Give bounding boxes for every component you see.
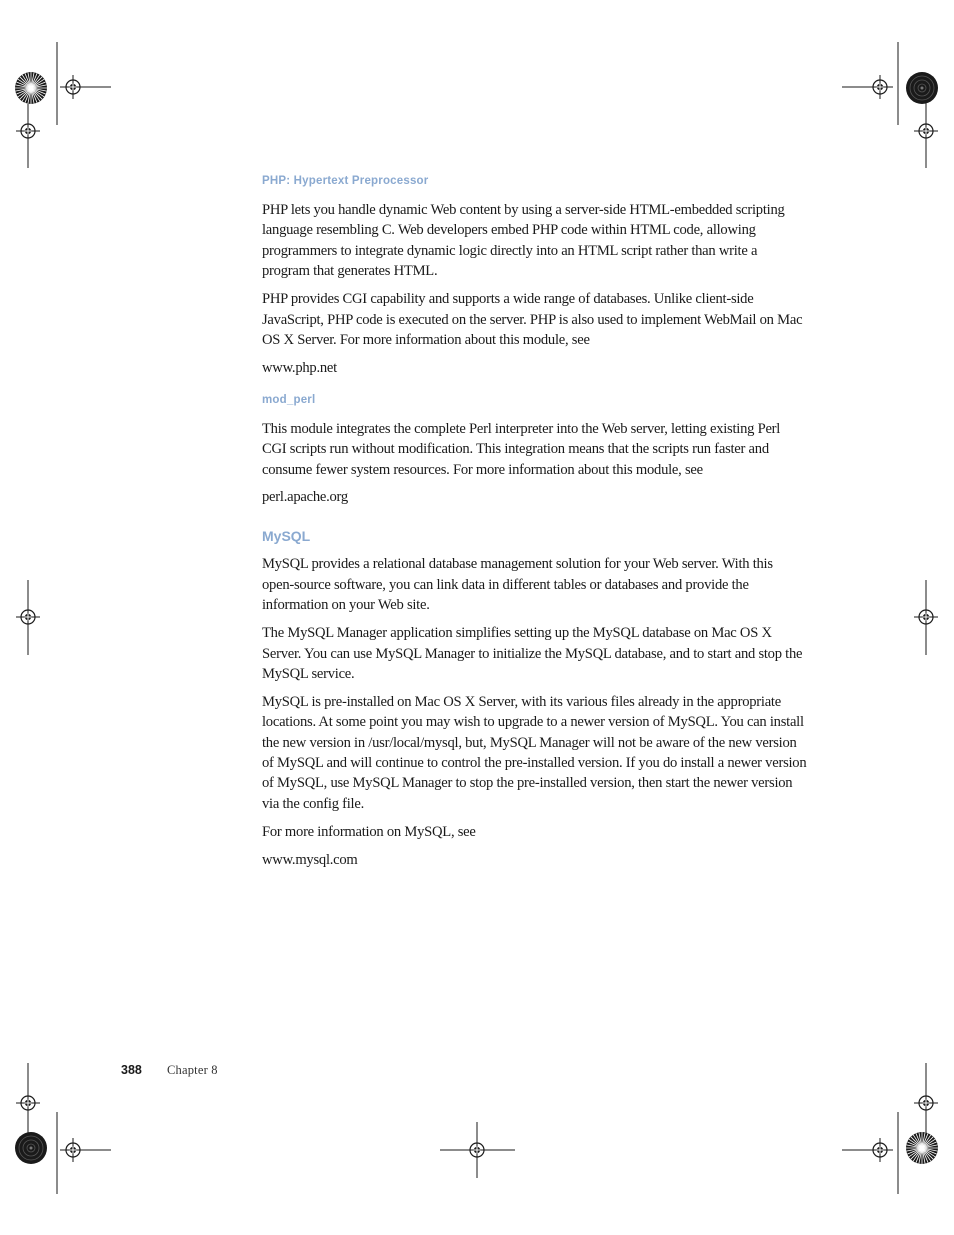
mysql-paragraph-3: MySQL is pre-installed on Mac OS X Server, with its various files already in the appropriate locations. At some point you may wish to upgrade to a newer version of MySQL. You can install the new version in /usr/local/mysql, but, MySQL Manager will not be aware of the new version of MySQL and will continue to control the pre-installed version. If you do install a newer version of MySQL, use MySQL Manager to stop the pre-installed version, then start the newer version via the config file. xyxy=(262,693,807,812)
chapter-label: Chapter 8 xyxy=(167,1063,218,1077)
page-footer xyxy=(121,1063,218,1078)
php-paragraph-2: PHP provides CGI capability and supports a wide range of databases. Unlike client-side JavaScript, PHP code is executed on the server. PHP is also used to implement WebMail on Mac OS X Server. For more information about this module, see xyxy=(262,291,803,348)
heading-php: PHP: Hypertext Preprocessor xyxy=(262,175,429,187)
page-number: 388 xyxy=(121,1063,142,1077)
mysql-paragraph-2: The MySQL Manager application simplifies setting up the MySQL database on Mac OS X Server. You can use MySQL Manager to initialize the MySQL database, and to start and stop the MySQL service. xyxy=(262,625,803,682)
heading-mysql: MySQL xyxy=(262,528,311,545)
main-content xyxy=(262,172,807,878)
mysql-link: www.mysql.com xyxy=(262,851,358,868)
php-paragraph-1: PHP lets you handle dynamic Web content by using a server-side HTML-embedded scripting language resembling C. Web developers embed PHP code within HTML code, allowing programmers to integrate dynamic logic directly into an HTML script rather than write a program that generates HTML. xyxy=(262,202,785,280)
mod-perl-link: perl.apache.org xyxy=(262,489,348,506)
mysql-paragraph-1: MySQL provides a relational database management solution for your Web server. With this open-source software, you can link data in different tables or databases and provide the information on your Web site. xyxy=(262,556,773,614)
mysql-paragraph-4: For more information on MySQL, see xyxy=(262,823,476,840)
heading-mod-perl: mod_perl xyxy=(262,393,316,406)
php-link: www.php.net xyxy=(262,359,337,376)
mod-perl-paragraph-1: This module integrates the complete Perl interpreter into the Web server, letting existing Perl CGI scripts run without modification. This integration means that the scripts run faster and consume fewer system resources. For more information about this module, see xyxy=(262,420,781,478)
